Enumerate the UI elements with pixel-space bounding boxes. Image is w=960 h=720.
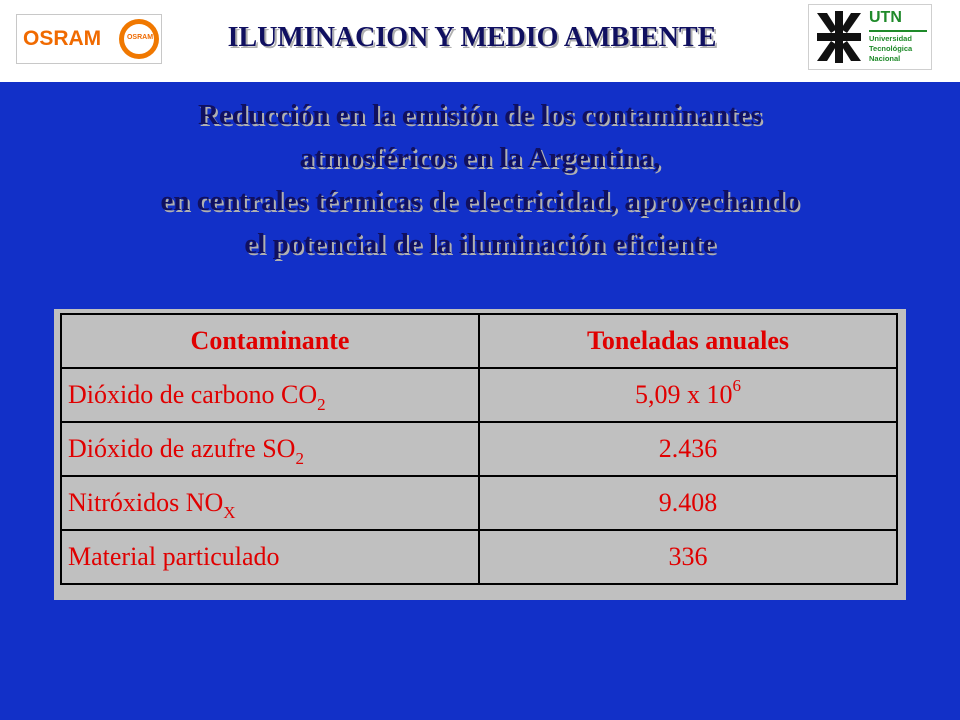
cell-contaminant <box>61 368 479 422</box>
table-header-row <box>61 314 897 368</box>
utn-logo-line3: Nacional <box>869 54 901 63</box>
header-bar <box>0 0 960 82</box>
tonnes-value: 5,09 x 10 <box>635 380 733 409</box>
utn-logo-divider <box>869 30 927 32</box>
slide-title <box>20 94 940 266</box>
contaminant-name: Dióxido de carbono CO <box>68 380 318 409</box>
osram-bulb-icon <box>119 19 159 59</box>
emissions-table <box>60 313 898 585</box>
osram-badge-text: OSRAM <box>126 34 154 41</box>
utn-logo-line2: Tecnológica <box>869 44 913 53</box>
table-row <box>61 476 897 530</box>
header-contaminante: Contaminante <box>61 314 479 368</box>
table-row <box>61 422 897 476</box>
cell-tonnes <box>479 368 897 422</box>
contaminant-subscript: X <box>223 503 236 522</box>
tonnes-exponent: 6 <box>732 376 741 395</box>
emissions-table-panel <box>54 309 906 600</box>
cell-tonnes <box>479 476 897 530</box>
cell-contaminant <box>61 530 479 584</box>
cell-contaminant <box>61 422 479 476</box>
slide-title-line-4: el potencial de la iluminación eficiente <box>244 228 716 260</box>
cell-tonnes <box>479 422 897 476</box>
utn-logo-line1: Universidad <box>869 34 912 43</box>
table-row <box>61 530 897 584</box>
contaminant-subscript: 2 <box>317 395 326 414</box>
tonnes-value: 9.408 <box>658 488 718 517</box>
osram-logo-text: OSRAM <box>23 27 102 50</box>
utn-emblem-icon <box>813 9 865 65</box>
contaminant-name: Material particulado <box>68 542 280 571</box>
slide-title-line-1: Reducción en la emisión de los contaminantes <box>198 99 762 131</box>
header-toneladas: Toneladas anuales <box>479 314 897 368</box>
utn-logo-subtitle <box>869 34 931 64</box>
utn-logo <box>808 4 932 70</box>
table-row <box>61 368 897 422</box>
contaminant-name: Dióxido de azufre SO <box>68 434 296 463</box>
slide-title-line-3: en centrales térmicas de electricidad, aprovechando <box>160 185 800 217</box>
cell-tonnes <box>479 530 897 584</box>
cell-contaminant <box>61 476 479 530</box>
tonnes-value: 336 <box>668 542 708 571</box>
utn-logo-name: UTN <box>869 9 902 26</box>
tonnes-value: 2.436 <box>658 434 718 463</box>
contaminant-subscript: 2 <box>295 449 304 468</box>
header-title: ILUMINACION Y MEDIO AMBIENTE <box>227 22 717 53</box>
slide-title-line-2: atmosféricos en la Argentina, <box>299 142 661 174</box>
contaminant-name: Nitróxidos NO <box>68 488 224 517</box>
osram-logo <box>16 14 162 64</box>
